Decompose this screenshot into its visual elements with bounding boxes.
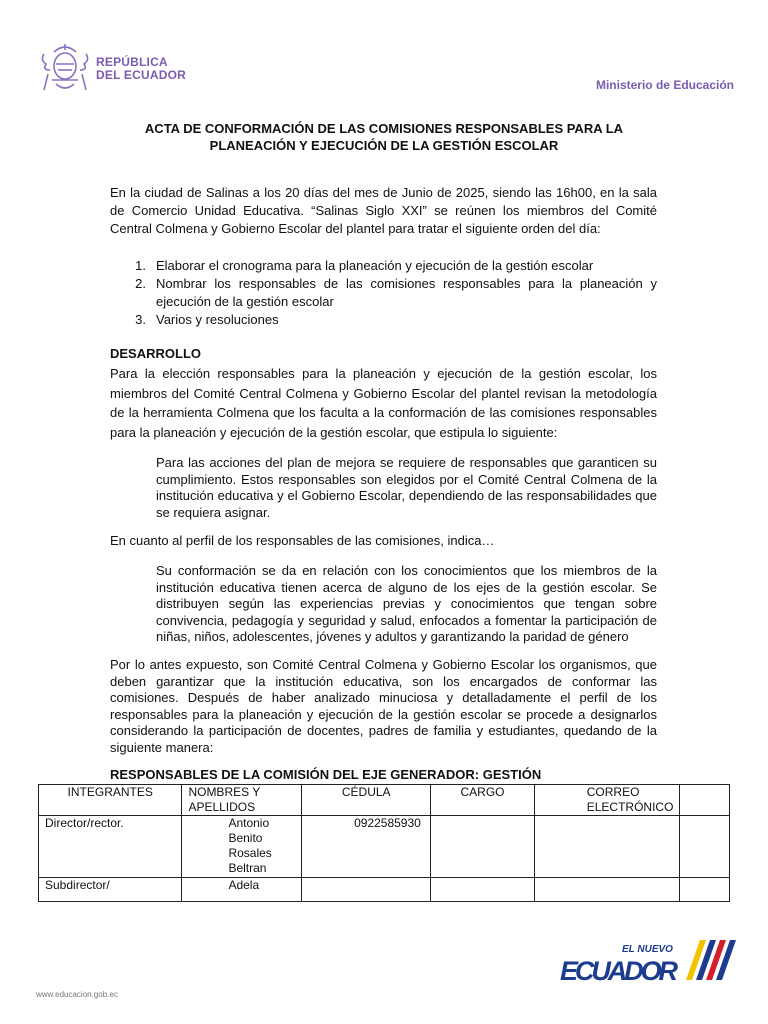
table-heading: RESPONSABLES DE LA COMISIÓN DEL EJE GENERADOR: GESTIÓN [110, 767, 542, 782]
title-line-2: PLANEACIÓN Y EJECUCIÓN DE LA GESTIÓN ESCOLAR [209, 138, 559, 153]
table-cell: Director/rector. [39, 816, 182, 878]
table-cell [534, 878, 680, 902]
agenda-text: Elaborar el cronograma para la planeación y ejecución de la gestión escolar [156, 258, 594, 273]
ministry-name: Ministerio de Educación [595, 78, 734, 92]
desarrollo-heading: DESARROLLO [110, 346, 201, 361]
quote-paragraph-2: Su conformación se da en relación con los conocimientos que los miembros de la institución educativa tienen acerca de alguno de los ejes de la gestión escolar. Se distribuyen según las experiencias previas y conocimientos que tengan sobre convivencia, pedagogía y seguridad y salud, enfocados a fomentar la participación de niñas, niños, adolescentes, jóvenes y adultos y garantizando la paridad de género [156, 563, 657, 644]
table-cell [431, 816, 534, 878]
agenda-list [110, 257, 657, 329]
table-cell [534, 816, 680, 878]
table-row [39, 878, 730, 902]
agenda-number: 3. [135, 312, 146, 327]
table-header-cell: CARGO [431, 785, 534, 816]
agenda-number: 1. [135, 258, 146, 273]
table-cell: Subdirector/ [39, 878, 182, 902]
republic-name-line2: DEL ECUADOR [96, 68, 186, 82]
agenda-item [110, 257, 657, 275]
table-cell [680, 816, 730, 878]
responsibles-table [38, 784, 730, 902]
table-cell [302, 878, 431, 902]
intro-paragraph: En la ciudad de Salinas a los 20 días del mes de Junio de 2025, siendo las 16h00, en la sala de Comercio Unidad Educativa. “Salinas Siglo XXI” se reúnen los miembros del Comité Central Colmena y Gobierno Escolar del plantel para tratar el siguiente orden del día: [110, 185, 657, 236]
desarrollo-paragraph: Para la elección responsables para la planeación y ejecución de la gestión escolar, los miembros del Comité Central Colmena y Gobierno Escolar del plantel revisan la metodología de la herramienta Colmena que los faculta a la conformación de las comisiones responsables para la planeación y ejecución de la gestión escolar, que estipula lo siguiente: [110, 366, 657, 440]
table-row [39, 816, 730, 878]
table-cell: Adela [182, 878, 302, 902]
table-cell [431, 878, 534, 902]
agenda-item [110, 311, 657, 329]
republic-logo [36, 40, 186, 98]
table-header-cell: CORREO ELECTRÓNICO [534, 785, 680, 816]
agenda-text: Varios y resoluciones [156, 312, 279, 327]
logo-small-text: EL NUEVO [622, 944, 673, 955]
footer-url: www.educacion.gob.ec [36, 990, 118, 999]
el-nuevo-ecuador-logo [560, 936, 740, 986]
table-cell [680, 878, 730, 902]
table-header-cell [680, 785, 730, 816]
agenda-item [110, 275, 657, 311]
flag-stripes-icon [686, 940, 736, 980]
republic-name-line1: REPÚBLICA [96, 55, 168, 69]
table-header-row [39, 785, 730, 816]
perfil-paragraph: En cuanto al perfil de los responsables de las comisiones, indica… [110, 533, 495, 548]
table-header-cell: CÉDULA [302, 785, 431, 816]
agenda-number: 2. [135, 276, 146, 291]
document-title [110, 120, 658, 154]
table-header-cell: NOMBRES Y APELLIDOS [182, 785, 302, 816]
title-line-1: ACTA DE CONFORMACIÓN DE LAS COMISIONES RESPONSABLES PARA LA [144, 121, 624, 136]
coat-of-arms-icon [36, 40, 94, 98]
table-cell: 0922585930 [302, 816, 431, 878]
agenda-text: Nombrar los responsables de las comisiones responsables para la planeación y ejecución de la gestión escolar [156, 276, 657, 309]
conclusion-paragraph: Por lo antes expuesto, son Comité Central Colmena y Gobierno Escolar los organismos, que deben garantizar que la institución educativa, son los encargados de conformar las comisiones. Después de haber analizado minuciosa y detalladamente el perfil de los responsables para la planeación y ejecución de la gestión escolar se procede a designarlos considerando la participación de docentes, padres de familia y estudiantes, quedando de la siguiente manera: [110, 657, 657, 755]
logo-big-text: ECUADOR [560, 956, 678, 986]
quote-paragraph-1: Para las acciones del plan de mejora se requiere de responsables que garanticen su cumplimiento. Estos responsables son elegidos por el Comité Central Colmena de la institución educativa y el Gobierno Escolar, dependiendo de las responsabilidades que se requiera asignar. [156, 455, 657, 520]
table-cell: Antonio Benito Rosales Beltran [182, 816, 302, 878]
table-header-cell: INTEGRANTES [39, 785, 182, 816]
